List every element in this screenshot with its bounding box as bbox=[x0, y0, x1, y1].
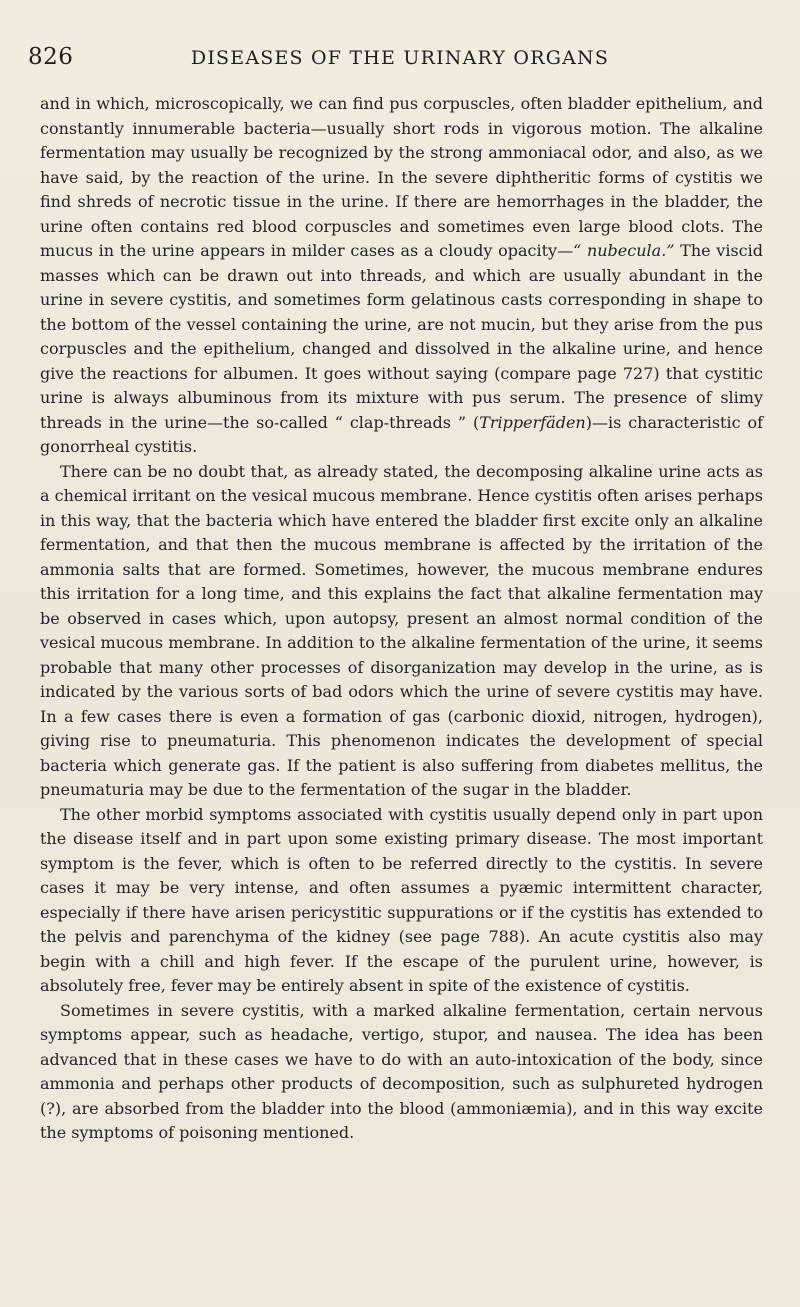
paragraph-2: There can be no doubt that, as already stated, the decomposing alkaline urine acts as a chemical irritant on the vesical mucous membrane. Hence cystitis often arises perhaps in this way, that the bacteria which have entered the bladder first excite only an alkaline fermentation, and that then the mucous membrane is affected by the irritation of the ammonia salts that are formed. Sometimes, however, the mucous membrane endures this irritation for a long time, and this explains the fact that alkaline fermentation may be observed in cases which, upon autopsy, present an almost normal condition of the vesical mucous membrane. In addition to the alkaline fermentation of the urine, it seems probable that many other processes of disorganization may develop in the urine, as is indicated by the various sorts of bad odors which the urine of severe cystitis may have. In a few cases there is even a formation of gas (carbonic dioxid, nitrogen, hydrogen), giving rise to pneumaturia. This phenomenon indicates the development of special bacteria which generate gas. If the patient is also suffering from diabetes mellitus, the pneumaturia may be due to the fermentation of the sugar in the bladder. bbox=[40, 461, 764, 799]
paragraph-1-text-c: )—is characteristic of gonorrheal cystitis. bbox=[40, 412, 763, 456]
paragraph-1-text-b: The viscid masses which can be drawn out into threads, and which are usually abundant in the urine in severe cystitis, and sometimes form gelatinous casts corresponding in shape to the bottom of the vessel containing the urine, are not mucin, but they arise from the pus corpuscles and the epithelium, changed and dissolved in the alkaline urine, and hence give the reactions for albumen. It goes without saying (compare page 727) that cystitic urine is always albuminous from its mixture with pus serum. The presence of slimy threads in the urine—the so-called “ clap-threads ” ( bbox=[40, 241, 763, 432]
paragraph-1-italic-tripperfaden: Tripperfäden bbox=[479, 412, 586, 432]
paragraph-1-text-a: and in which, microscopically, we can find pus corpuscles, often bladder epithelium, and constantly innumerable bacteria—usually short rods in vigorous motion. The alkaline fermentation may usually be recognized by the strong ammoniacal odor, and also, as we have said, by the reaction of the urine. In the severe diphtheritic forms of cystitis we find shreds of necrotic tissue in the urine. If there are hemorrhages in the bladder, the urine often contains red blood corpuscles and sometimes even large blood clots. The mucus in the urine appears in milder cases as a cloudy opacity— bbox=[40, 94, 763, 260]
paragraph-3: The other morbid symptoms associated with cystitis usually depend only in part upon the disease itself and in part upon some existing primary disease. The most important symptom is the fever, which is often to be referred directly to the cystitis. In severe cases it may be very intense, and often assumes a pyæmic intermittent character, especially if there have arisen pericystitic suppurations or if the cystitis has extended to the pelvis and parenchyma of the kidney (see page 788). An acute cystitis also may begin with a chill and high fever. If the escape of the purulent urine, however, is absolutely free, fever may be entirely absent in spite of the existence of cystitis. bbox=[40, 804, 763, 995]
paragraph-4: Sometimes in severe cystitis, with a marked alkaline fermentation, certain nervous symptoms appear, such as headache, vertigo, stupor, and nausea. The idea has been advanced that in these cases we have to do with an auto-intoxication of the body, since ammonia and perhaps other products of decomposition, such as sulphureted hydrogen (?), are absorbed from the bladder into the blood (ammoniæmia), and in this way excite the symptoms of poisoning mentioned. bbox=[40, 1000, 763, 1142]
running-head: DISEASES OF THE URINARY ORGANS bbox=[190, 47, 610, 69]
body-text bbox=[40, 92, 763, 1146]
page-header bbox=[28, 44, 772, 74]
paragraph-1 bbox=[40, 92, 763, 460]
page-number: 826 bbox=[28, 44, 74, 70]
paragraph-1-italic-nubecula: “ nubecula.” bbox=[573, 241, 675, 260]
